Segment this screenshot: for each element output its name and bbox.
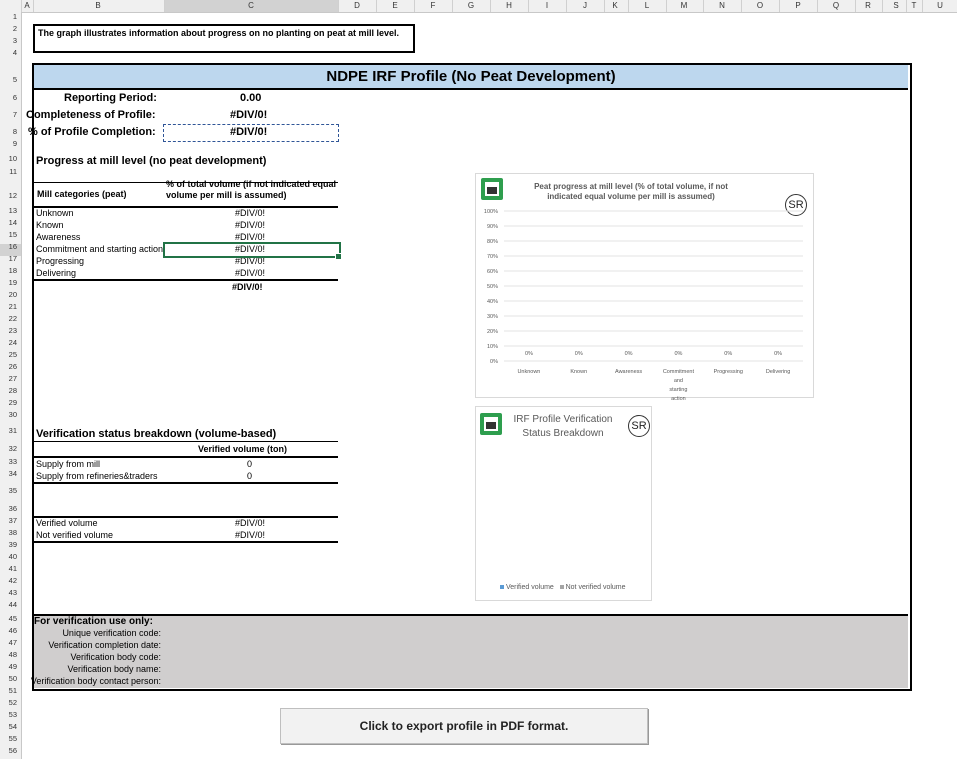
verif-bottom-rule xyxy=(34,541,338,543)
completeness-label: Completeness of Profile: xyxy=(26,109,156,121)
row-label[interactable]: 56 xyxy=(8,746,17,755)
mill-category-value[interactable]: #DIV/0! xyxy=(235,244,266,254)
data-label: 0% xyxy=(524,351,533,357)
row-label[interactable]: 21 xyxy=(8,302,17,311)
sr-badge-icon: SR xyxy=(628,415,650,437)
x-tick-label: Unknown xyxy=(517,369,541,375)
row-label[interactable]: 31 xyxy=(8,426,17,435)
table-col1-header: Mill categories (peat) xyxy=(37,189,127,199)
row-label[interactable]: 17 xyxy=(8,254,17,263)
verif-use-field: Verification body name: xyxy=(67,664,161,674)
verif-row-label: Supply from refineries&traders xyxy=(36,471,158,481)
row-label[interactable]: 45 xyxy=(8,614,17,623)
row-label[interactable]: 11 xyxy=(9,167,17,176)
verif-top-rule xyxy=(34,441,338,442)
row-label[interactable]: 29 xyxy=(8,398,17,407)
y-tick-label: 40% xyxy=(486,299,498,305)
legend-verified: Verified volume xyxy=(505,584,554,591)
verif-col-header: Verified volume (ton) xyxy=(198,444,288,454)
mill-category-value[interactable]: #DIV/0! xyxy=(235,232,266,242)
column-label[interactable]: U xyxy=(937,1,943,10)
row-label[interactable]: 18 xyxy=(8,266,17,275)
y-tick-label: 0% xyxy=(490,359,498,365)
verif-header-rule xyxy=(34,456,338,458)
column-header[interactable] xyxy=(0,0,957,13)
row-label[interactable]: 50 xyxy=(8,674,17,683)
fill-handle[interactable] xyxy=(335,253,342,260)
verif-mid-rule xyxy=(34,482,338,484)
y-tick-label: 60% xyxy=(486,269,498,275)
verification-use-band xyxy=(34,614,908,688)
row-label[interactable]: 52 xyxy=(8,698,17,707)
row-label[interactable]: 53 xyxy=(8,710,17,719)
column-label[interactable]: O xyxy=(756,1,764,10)
mill-category-value[interactable]: #DIV/0! xyxy=(235,220,266,230)
row-label[interactable]: 40 xyxy=(8,552,17,561)
y-tick-label: 50% xyxy=(486,284,498,290)
mill-category[interactable]: Unknown xyxy=(36,208,74,218)
row-label[interactable]: 15 xyxy=(8,230,17,239)
row-label[interactable]: 22 xyxy=(8,314,17,323)
row-label[interactable]: 48 xyxy=(8,650,17,659)
row-label[interactable]: 8 xyxy=(12,127,17,136)
verification-heading: Verification status breakdown (volume-based) xyxy=(36,428,277,440)
selected-cell[interactable] xyxy=(163,242,341,258)
table-total[interactable]: #DIV/0! xyxy=(232,282,263,292)
y-tick-label: 70% xyxy=(486,254,498,260)
column-label[interactable]: P xyxy=(795,1,801,10)
verif-use-field: Verification body code: xyxy=(70,652,161,662)
row-label[interactable]: 24 xyxy=(8,338,17,347)
column-label[interactable]: H xyxy=(506,1,512,10)
mill-category[interactable]: Awareness xyxy=(36,232,81,242)
x-tick-label: Delivering xyxy=(765,369,791,375)
verif-row-value[interactable]: 0 xyxy=(247,471,253,481)
column-label[interactable]: R xyxy=(865,1,871,10)
y-tick-label: 10% xyxy=(486,344,498,350)
y-tick-label: 20% xyxy=(486,329,498,335)
row-label[interactable]: 46 xyxy=(8,626,17,635)
row-label[interactable]: 32 xyxy=(8,444,17,453)
verification-status-chart[interactable] xyxy=(475,406,652,601)
table-row xyxy=(36,459,338,471)
verif-use-field: Unique verification code: xyxy=(62,628,161,638)
y-tick-label: 100% xyxy=(483,209,498,215)
column-label[interactable]: M xyxy=(680,1,688,10)
table-col2-header: % of total volume (if not indicated equal volume per mill is assumed) xyxy=(166,179,337,200)
mill-category[interactable]: Progressing xyxy=(36,256,85,266)
data-label: 0% xyxy=(724,351,733,357)
table-row xyxy=(36,208,338,220)
column-label[interactable]: J xyxy=(583,1,587,10)
row-label[interactable]: 4 xyxy=(12,48,17,57)
row-label[interactable]: 7 xyxy=(12,110,17,119)
row-label[interactable]: 33 xyxy=(8,457,17,466)
reporting-period-value[interactable]: 0.00 xyxy=(240,92,262,104)
row-label[interactable]: 3 xyxy=(12,36,17,45)
x-tick-label: Awareness xyxy=(615,369,643,375)
row-label[interactable]: 16 xyxy=(8,242,17,251)
table-bottom-rule xyxy=(34,279,338,281)
mill-category[interactable]: Delivering xyxy=(36,268,77,278)
title-band xyxy=(34,65,908,90)
mill-category-value[interactable]: #DIV/0! xyxy=(235,256,266,266)
column-label[interactable]: S xyxy=(893,1,899,10)
row-label[interactable]: 47 xyxy=(8,638,17,647)
row-label[interactable]: 27 xyxy=(8,374,17,383)
column-label[interactable]: L xyxy=(644,1,650,10)
verif-row-value[interactable]: #DIV/0! xyxy=(235,530,266,540)
reporting-period-label: Reporting Period: xyxy=(64,92,157,104)
page-title: NDPE IRF Profile (No Peat Development) xyxy=(326,68,616,85)
row-label[interactable]: 38 xyxy=(8,528,17,537)
chart1-title: Peat progress at mill level (% of total volume, if not indicated equal volume per mill is assumed) xyxy=(534,182,728,201)
row-label[interactable]: 44 xyxy=(8,600,17,609)
y-tick-label: 30% xyxy=(486,314,498,320)
chart2-title: IRF Profile Verification Status Breakdown xyxy=(513,414,613,439)
row-label[interactable]: 26 xyxy=(8,362,17,371)
verif-row-label: Verified volume xyxy=(36,518,98,528)
verif-row-value[interactable]: #DIV/0! xyxy=(235,518,266,528)
chart1-svg xyxy=(476,174,813,402)
column-label[interactable]: E xyxy=(392,1,398,10)
row-label[interactable]: 37 xyxy=(8,516,17,525)
column-label[interactable]: N xyxy=(719,1,725,10)
row-label[interactable]: 20 xyxy=(8,290,17,299)
legend-not-verified: Not verified volume xyxy=(565,584,626,591)
data-label: 0% xyxy=(674,351,683,357)
column-label[interactable]: G xyxy=(467,1,475,10)
row-label[interactable]: 23 xyxy=(8,326,17,335)
pct-completion-label: % of Profile Completion: xyxy=(28,126,156,138)
row-label[interactable]: 25 xyxy=(8,350,17,359)
row-label[interactable]: 43 xyxy=(8,588,17,597)
row-label[interactable]: 42 xyxy=(8,576,17,585)
x-tick-label: Commitment and starting action xyxy=(662,369,695,402)
column-label[interactable]: A xyxy=(24,1,30,10)
verif-use-heading: For verification use only: xyxy=(34,616,153,627)
row-label[interactable]: 12 xyxy=(8,191,17,200)
x-tick-label: Known xyxy=(570,369,588,375)
progress-heading: Progress at mill level (no peat development) xyxy=(36,155,267,167)
data-label: 0% xyxy=(774,351,783,357)
legend-swatch-verified xyxy=(500,585,504,589)
y-tick-label: 90% xyxy=(486,224,498,230)
sr-badge-icon: SR xyxy=(785,194,807,216)
row-label[interactable]: 49 xyxy=(8,662,17,671)
factory-icon xyxy=(480,413,502,435)
column-label[interactable]: T xyxy=(911,1,917,10)
chart2-legend xyxy=(500,584,626,591)
row-label[interactable]: 36 xyxy=(8,504,17,513)
row-label[interactable]: 6 xyxy=(12,93,17,102)
row-label[interactable]: 2 xyxy=(12,24,17,33)
row-label[interactable]: 39 xyxy=(8,540,17,549)
column-label[interactable]: B xyxy=(95,1,101,10)
pct-completion-value: #DIV/0! xyxy=(230,126,268,138)
mill-category[interactable]: Commitment and starting action xyxy=(36,244,164,254)
table-row xyxy=(36,220,338,232)
verif-row-value[interactable]: 0 xyxy=(247,459,253,469)
x-tick-label: Progressing xyxy=(713,369,743,375)
row-label[interactable]: 30 xyxy=(8,410,17,419)
peat-progress-chart[interactable] xyxy=(475,173,814,402)
export-pdf-button[interactable] xyxy=(280,708,648,744)
column-label[interactable]: C xyxy=(248,1,254,10)
verif-use-field: Verification body contact person: xyxy=(30,676,161,686)
mill-category-value[interactable]: #DIV/0! xyxy=(235,208,266,218)
data-label: 0% xyxy=(574,351,583,357)
column-label[interactable]: F xyxy=(430,1,436,10)
row-header[interactable] xyxy=(0,12,22,759)
row-label[interactable]: 14 xyxy=(8,218,17,227)
verif-row-label: Not verified volume xyxy=(36,530,114,540)
verif-use-field: Verification completion date: xyxy=(48,640,161,650)
column-label[interactable]: Q xyxy=(832,1,840,10)
verif-row-label: Supply from mill xyxy=(36,459,101,469)
row-label[interactable]: 10 xyxy=(8,154,17,163)
note-text: The graph illustrates information about progress on no planting on peat at mill level. xyxy=(38,28,400,38)
legend-swatch-not-verified xyxy=(560,585,564,589)
y-tick-label: 80% xyxy=(486,239,498,245)
row-label[interactable]: 13 xyxy=(8,206,17,215)
row-label[interactable]: 5 xyxy=(12,75,17,84)
row-label[interactable]: 35 xyxy=(8,486,17,495)
row-label[interactable]: 51 xyxy=(8,686,17,695)
table-row xyxy=(36,518,338,530)
column-label[interactable]: K xyxy=(612,1,618,10)
row-label[interactable]: 19 xyxy=(8,278,17,287)
mill-category-value[interactable]: #DIV/0! xyxy=(235,268,266,278)
row-label[interactable]: 54 xyxy=(8,722,17,731)
row-label[interactable]: 28 xyxy=(8,386,17,395)
data-label: 0% xyxy=(624,351,633,357)
export-pdf-label: Click to export profile in PDF format. xyxy=(359,719,569,733)
row-label[interactable]: 55 xyxy=(8,734,17,743)
mill-category[interactable]: Known xyxy=(36,220,64,230)
row-label[interactable]: 41 xyxy=(8,564,17,573)
note-box xyxy=(33,24,415,53)
row-label[interactable]: 34 xyxy=(8,469,17,478)
row-label[interactable]: 9 xyxy=(12,139,17,148)
column-label[interactable]: I xyxy=(545,1,549,10)
completeness-value[interactable]: #DIV/0! xyxy=(230,109,268,121)
row-label[interactable]: 1 xyxy=(12,12,17,21)
column-label[interactable]: D xyxy=(354,1,360,10)
